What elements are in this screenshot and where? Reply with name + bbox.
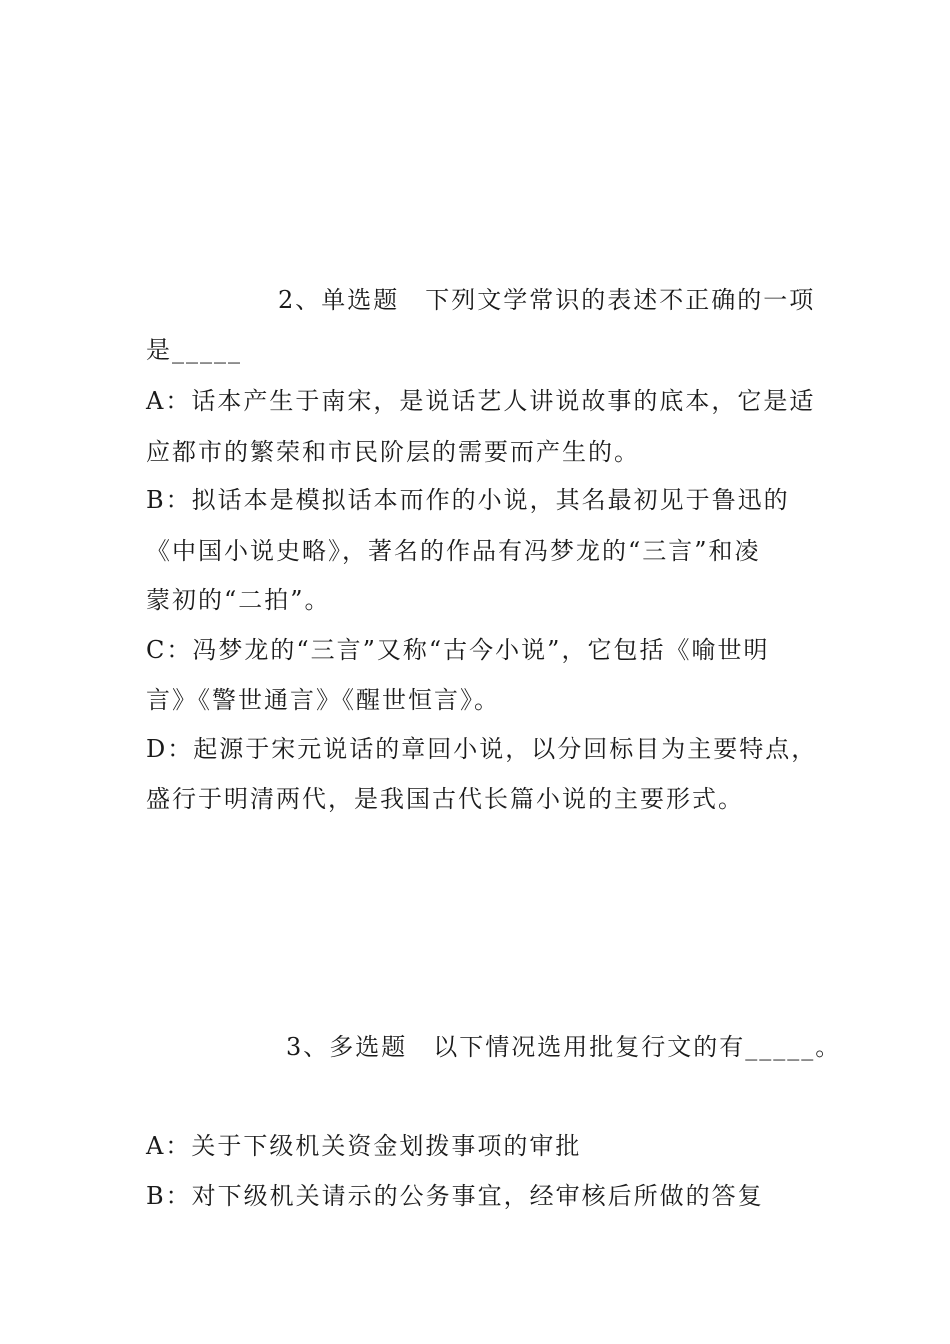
option-a-line-1: A：话本产生于南宋，是说话艺人讲说故事的底本，它是适 [146,387,816,415]
option-d-line-2: 盛行于明清两代，是我国古代长篇小说的主要形式。 [146,785,744,813]
option-b-line-3: 蒙初的“二拍”。 [146,586,331,614]
option-a: A：关于下级机关资金划拨事项的审批 [146,1132,582,1160]
question-2-stem: 2、单选题 下列文学常识的表述不正确的一项 [278,286,816,314]
question-2-stem-continued: 是_____ [146,336,242,364]
question-3-stem: 3、多选题 以下情况选用批复行文的有_____。 [286,1033,842,1061]
option-b-line-2: 《中国小说史略》，著名的作品有冯梦龙的“三言”和凌 [146,537,761,565]
option-a-line-2: 应都市的繁荣和市民阶层的需要而产生的。 [146,438,640,466]
option-d-line-1: D：起源于宋元说话的章回小说，以分回标目为主要特点， [146,735,818,763]
option-c-line-1: C：冯梦龙的“三言”又称“古今小说”，它包括《喻世明 [146,636,770,664]
option-b: B：对下级机关请示的公务事宜，经审核后所做的答复 [146,1182,764,1210]
option-b-line-1: B：拟话本是模拟话本而作的小说，其名最初见于鲁迅的 [146,486,790,514]
option-c-line-2: 言》《警世通言》《醒世恒言》。 [146,686,500,714]
